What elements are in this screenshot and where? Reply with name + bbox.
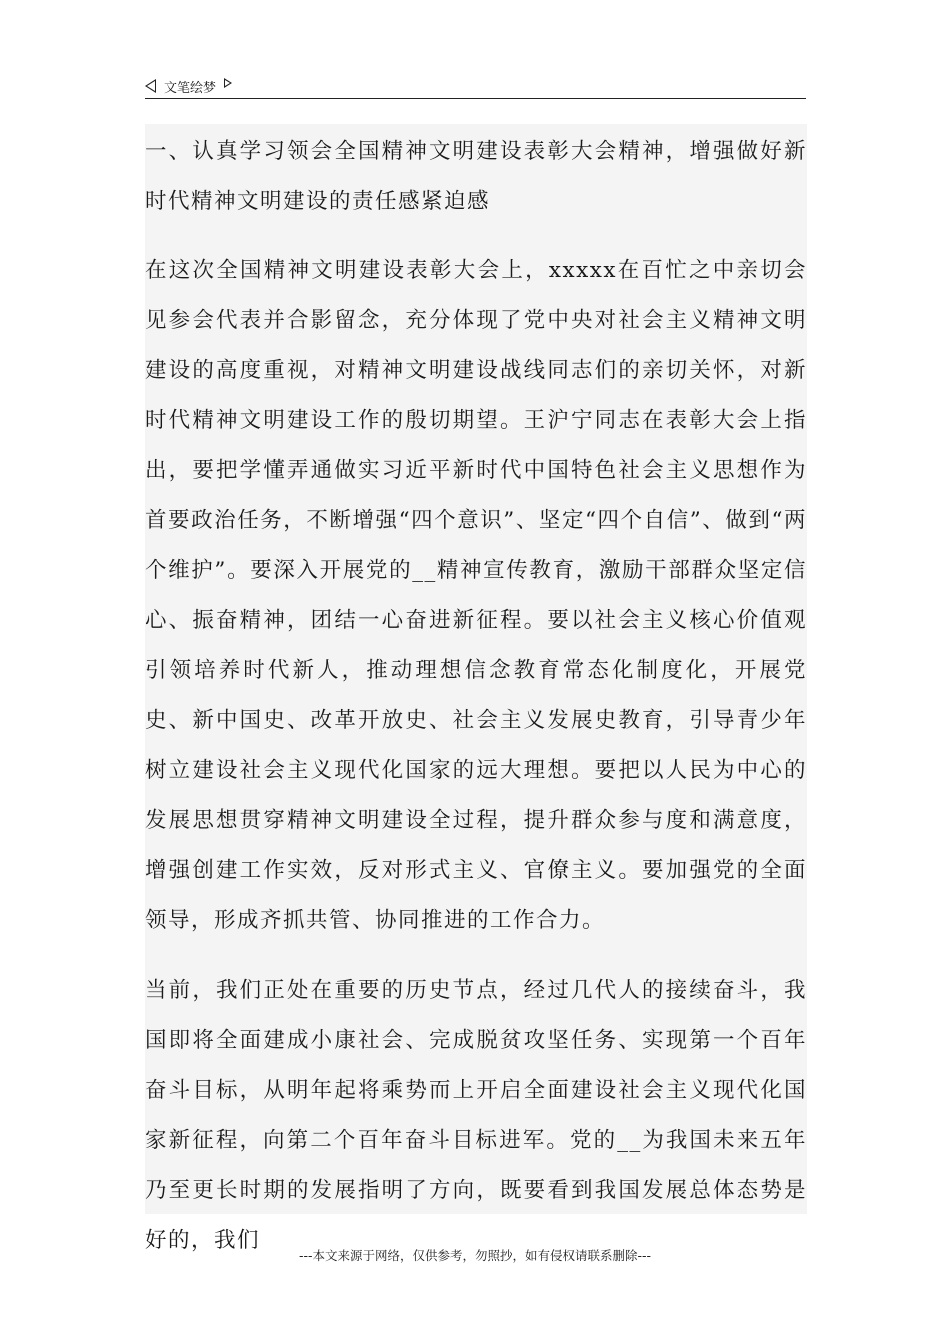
section-heading: 一、认真学习领会全国精神文明建设表彰大会精神，增强做好新时代精神文明建设的责任感紧迫感 — [145, 139, 807, 214]
paragraph-1: 在这次全国精神文明建设表彰大会上，xxxxx在百忙之中亲切会见参会代表并合影留念，充分体现了党中央对社会主义精神文明建设的高度重视，对精神文明建设战线同志们的亲切关怀，对新时代精神文明建设工作的殷切期望。王沪宁同志在表彰大会上指出，要把学懂弄通做实习近平新时代中国特色社会主义思想作为首要政治任务，不断增强“四个意识”、坚定“四个自信”、做到“两个维护”。要深入开展党的__精神宣传教育，激励干部群众坚定信心、振奋精神，团结一心奋进新征程。要以社会主义核心价值观引领培养时代新人，推动理想信念教育常态化制度化，开展党史、新中国史、改革开放史、社会主义发展史教育，引导青少年树立建设社会主义现代化国家的远大理想。要把以人民为中心的发展思想贯穿精神文明建设全过程，提升群众参与度和满意度，增强创建工作实效，反对形式主义、官僚主义。要加强党的全面领导，形成齐抓共管、协同推进的工作合力。 — [145, 258, 807, 933]
page-header — [145, 74, 806, 99]
footer-disclaimer: ---本文来源于网络，仅供参考，勿照抄，如有侵权请联系删除--- — [298, 1248, 652, 1263]
paragraph-2: 当前，我们正处在重要的历史节点，经过几代人的接续奋斗，我国即将全面建成小康社会、完成脱贫攻坚任务、实现第一个百年奋斗目标，从明年起将乘势而上开启全面建设社会主义现代化国家新征程，向第二个百年奋斗目标进军。党的__为我国未来五年乃至更长时期的发展指明了方向，既要看到我国发展总体态势是好的，我们 — [145, 978, 807, 1253]
document-body — [145, 124, 807, 1253]
triangle-right-icon — [224, 78, 232, 88]
triangle-left-icon — [145, 79, 156, 93]
header-title: 文笔绘梦 — [164, 80, 217, 96]
